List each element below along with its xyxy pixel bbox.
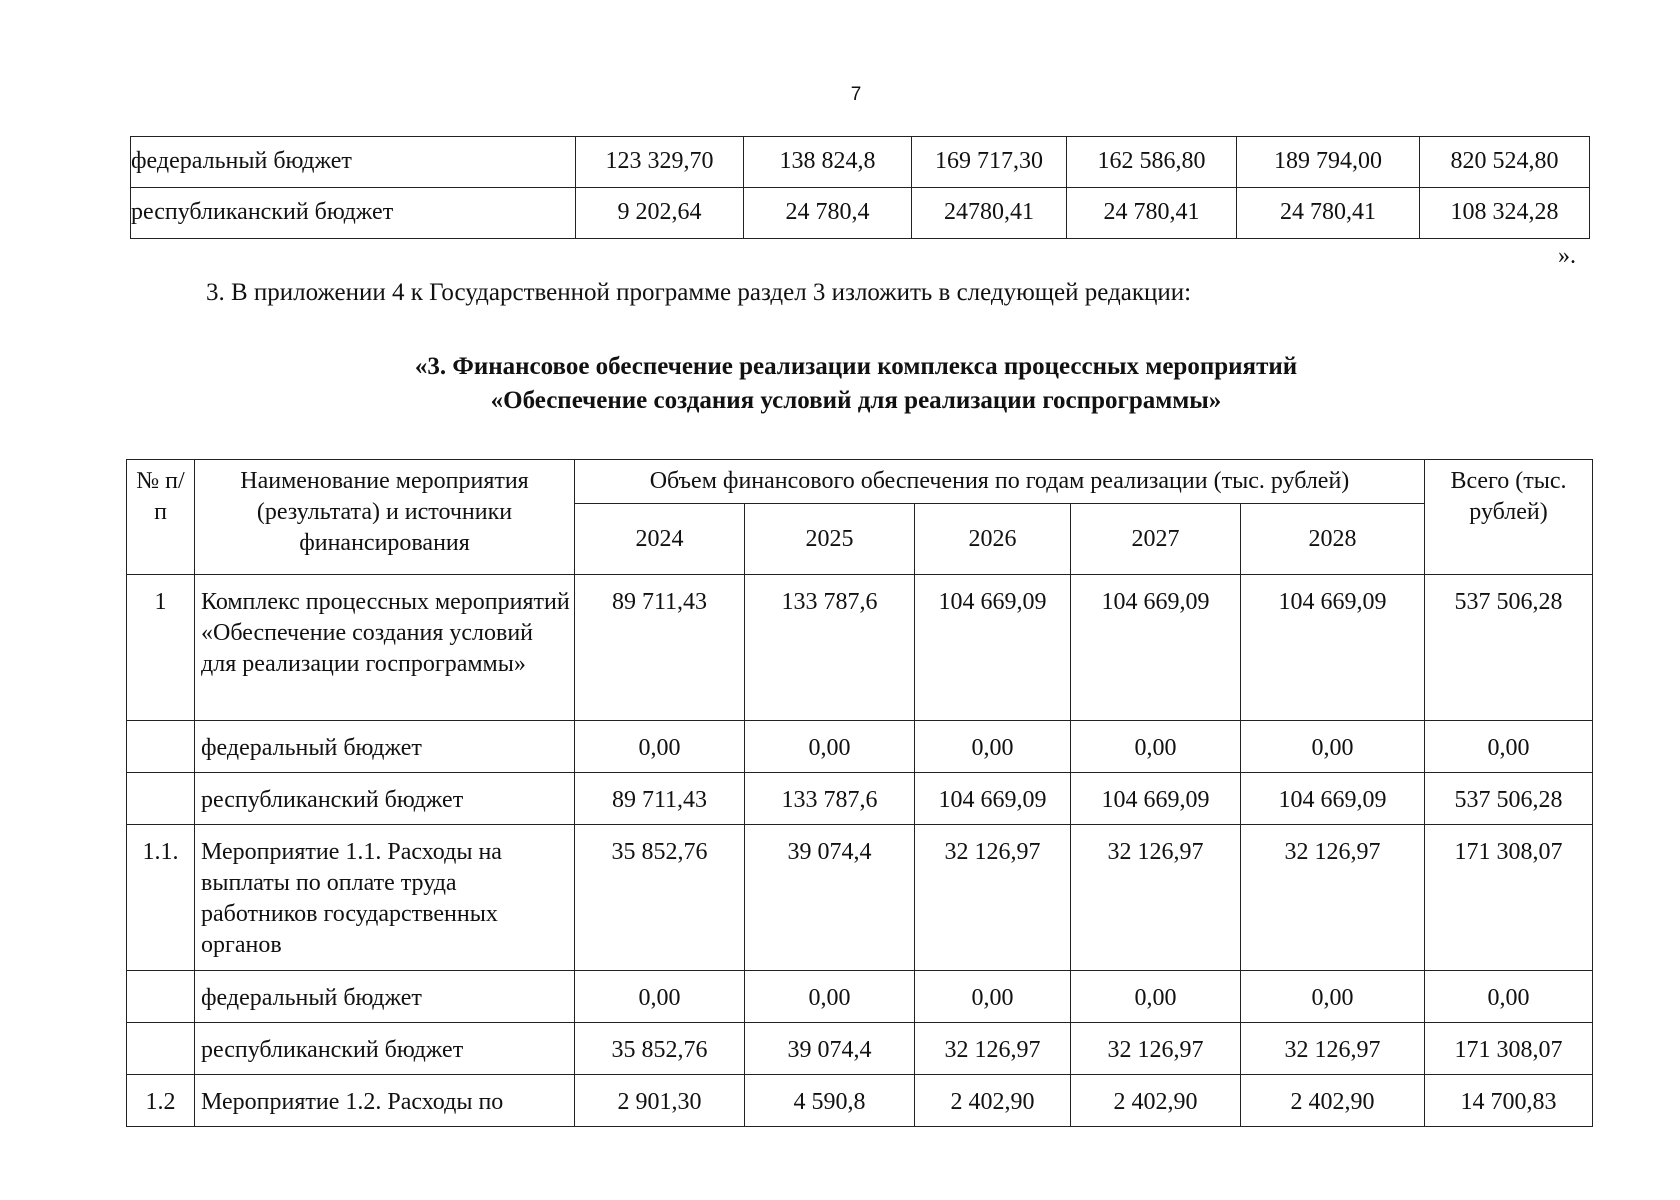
value-cell: 35 852,76 (575, 1023, 745, 1075)
name-cell: республиканский бюджет (195, 1023, 575, 1075)
table-row (127, 721, 1593, 773)
total-cell: 820 524,80 (1420, 137, 1590, 188)
total-cell: 537 506,28 (1425, 773, 1593, 825)
section-title-line: «Обеспечение создания условий для реализации госпрограммы» (490, 387, 1222, 414)
value-cell: 35 852,76 (575, 825, 745, 971)
table-row (127, 971, 1593, 1023)
value-cell: 138 824,8 (744, 137, 912, 188)
instruction-paragraph: 3. В приложении 4 к Государственной программе раздел 3 изложить в следующей редакции: (206, 279, 1192, 306)
value-cell: 133 787,6 (745, 773, 915, 825)
value-cell: 24 780,4 (744, 188, 912, 239)
header-year: 2027 (1071, 504, 1241, 575)
source-cell: федеральный бюджет (131, 137, 576, 188)
closing-quote: ». (1558, 243, 1576, 269)
total-cell: 0,00 (1425, 971, 1593, 1023)
value-cell: 2 402,90 (1071, 1075, 1241, 1127)
table-row (127, 1023, 1593, 1075)
value-cell: 39 074,4 (745, 825, 915, 971)
value-cell: 133 787,6 (745, 575, 915, 721)
value-cell: 104 669,09 (915, 773, 1071, 825)
value-cell: 89 711,43 (575, 773, 745, 825)
value-cell: 104 669,09 (1241, 773, 1425, 825)
section-title (0, 350, 1680, 418)
name-cell: Комплекс процессных мероприятий «Обеспечение создания условий для реализации госпрограммы» (195, 575, 575, 721)
value-cell: 189 794,00 (1237, 137, 1420, 188)
num-cell (127, 971, 195, 1023)
header-num: № п/п (127, 460, 195, 575)
value-cell: 0,00 (1241, 971, 1425, 1023)
table-row (131, 137, 1590, 188)
value-cell: 32 126,97 (1071, 825, 1241, 971)
value-cell: 0,00 (1071, 971, 1241, 1023)
header-year: 2026 (915, 504, 1071, 575)
value-cell: 9 202,64 (576, 188, 744, 239)
value-cell: 32 126,97 (915, 1023, 1071, 1075)
value-cell: 4 590,8 (745, 1075, 915, 1127)
top-budget-table (130, 136, 1590, 239)
value-cell: 2 901,30 (575, 1075, 745, 1127)
num-cell (127, 1023, 195, 1075)
value-cell: 0,00 (915, 971, 1071, 1023)
name-cell: Мероприятие 1.1. Расходы на выплаты по оплате труда работников государственных органов (195, 825, 575, 971)
value-cell: 2 402,90 (915, 1075, 1071, 1127)
total-cell: 0,00 (1425, 721, 1593, 773)
header-year: 2024 (575, 504, 745, 575)
section-title-line: «3. Финансовое обеспечение реализации комплекса процессных мероприятий (414, 353, 1298, 380)
value-cell: 32 126,97 (1071, 1023, 1241, 1075)
value-cell: 104 669,09 (1071, 575, 1241, 721)
value-cell: 0,00 (915, 721, 1071, 773)
header-year: 2025 (745, 504, 915, 575)
value-cell: 24 780,41 (1237, 188, 1420, 239)
total-cell: 14 700,83 (1425, 1075, 1593, 1127)
total-cell: 171 308,07 (1425, 1023, 1593, 1075)
total-cell: 537 506,28 (1425, 575, 1593, 721)
page-number: 7 (850, 84, 862, 105)
name-cell: федеральный бюджет (195, 971, 575, 1023)
header-total: Всего (тыс. рублей) (1425, 460, 1593, 575)
value-cell: 24 780,41 (1067, 188, 1237, 239)
num-cell (127, 721, 195, 773)
value-cell: 104 669,09 (915, 575, 1071, 721)
name-cell: Мероприятие 1.2. Расходы по (195, 1075, 575, 1127)
source-cell: республиканский бюджет (131, 188, 576, 239)
value-cell: 123 329,70 (576, 137, 744, 188)
value-cell: 169 717,30 (912, 137, 1067, 188)
table-row (127, 575, 1593, 721)
table-row (127, 1075, 1593, 1127)
header-year: 2028 (1241, 504, 1425, 575)
total-cell: 171 308,07 (1425, 825, 1593, 971)
value-cell: 0,00 (745, 971, 915, 1023)
num-cell: 1 (127, 575, 195, 721)
value-cell: 0,00 (745, 721, 915, 773)
value-cell: 104 669,09 (1241, 575, 1425, 721)
financing-table (126, 459, 1593, 1127)
num-cell: 1.1. (127, 825, 195, 971)
value-cell: 162 586,80 (1067, 137, 1237, 188)
value-cell: 39 074,4 (745, 1023, 915, 1075)
table-row (127, 825, 1593, 971)
name-cell: республиканский бюджет (195, 773, 575, 825)
value-cell: 0,00 (575, 971, 745, 1023)
table-row (131, 188, 1590, 239)
value-cell: 32 126,97 (1241, 825, 1425, 971)
value-cell: 89 711,43 (575, 575, 745, 721)
value-cell: 104 669,09 (1071, 773, 1241, 825)
value-cell: 0,00 (1071, 721, 1241, 773)
total-cell: 108 324,28 (1420, 188, 1590, 239)
value-cell: 0,00 (1241, 721, 1425, 773)
value-cell: 32 126,97 (1241, 1023, 1425, 1075)
value-cell: 24780,41 (912, 188, 1067, 239)
header-volume: Объем финансового обеспечения по годам реализации (тыс. рублей) (575, 460, 1425, 504)
table-row (127, 773, 1593, 825)
name-cell: федеральный бюджет (195, 721, 575, 773)
value-cell: 0,00 (575, 721, 745, 773)
value-cell: 2 402,90 (1241, 1075, 1425, 1127)
num-cell: 1.2 (127, 1075, 195, 1127)
num-cell (127, 773, 195, 825)
header-name: Наименование мероприятия (результата) и источники финансирования (195, 460, 575, 575)
value-cell: 32 126,97 (915, 825, 1071, 971)
